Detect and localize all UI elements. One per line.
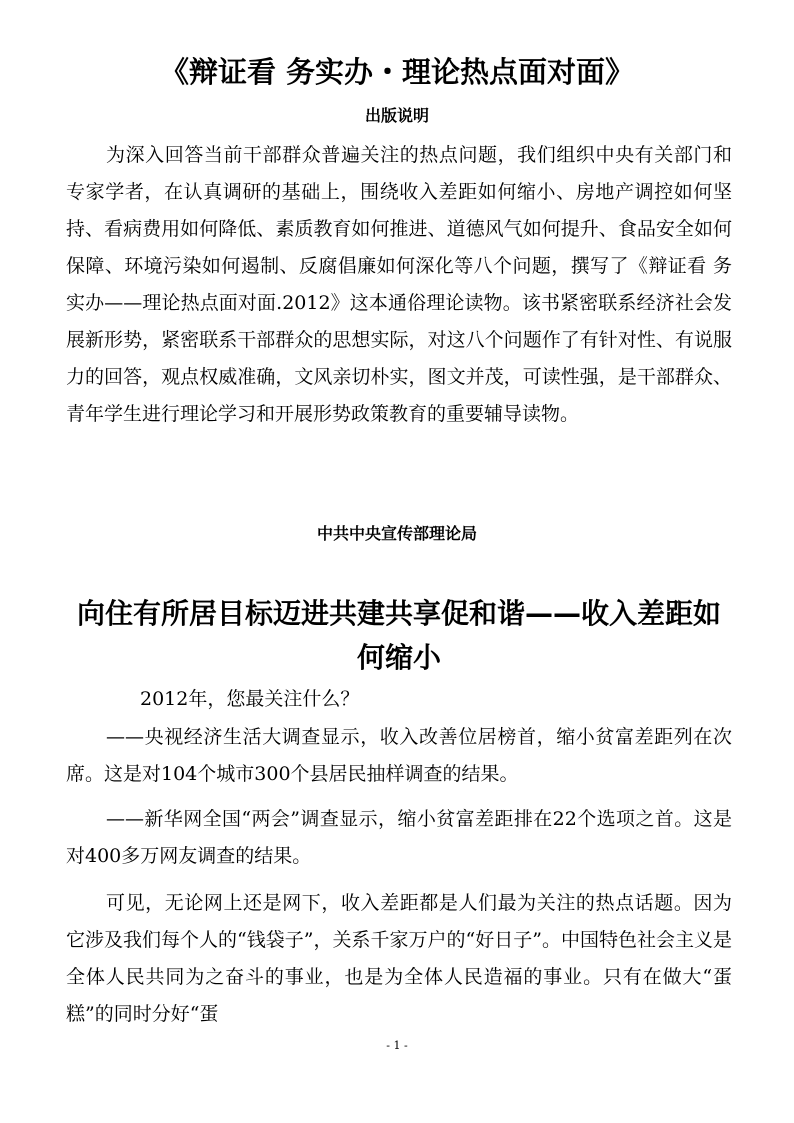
- survey-paragraph-2: ——新华网全国“两会”调查显示，缩小贫富差距排在22个选项之首。这是对400多万网友调查的结果。: [66, 808, 732, 867]
- document-title: 《辩证看 务实办・理论热点面对面》: [159, 55, 635, 89]
- publication-notice-heading: 出版说明: [364, 106, 429, 125]
- publication-notice-paragraph: 为深入回答当前干部群众普遍关注的热点问题，我们组织中央有关部门和专家学者，在认真调研的基础上，围绕收入差距如何缩小、房地产调控如何坚持、看病费用如何降低、素质教育如何推进、道德风气如何提升、食品安全如何保障、环境污染如何遏制、反腐倡廉如何深化等八个问题，撰写了《辩证看 务实办——理论热点面对面.2012》这本通俗理论读物。该书紧密联系经济社会发展新形势，紧密联系干部群众的思想实际，对这八个问题作了有针对性、有说服力的回答，观点权威准确，文风亲切朴实，图文并茂，可读性强，是干部群众、青年学生进行理论学习和开展形势政策教育的重要辅导读物。: [66, 144, 732, 425]
- publisher-signature: 中共中央宣传部理论局: [316, 524, 477, 543]
- page-number: - 1 -: [386, 1039, 408, 1052]
- survey-paragraph-1: ——央视经济生活大调查显示，收入改善位居榜首，缩小贫富差距列在次席。这是对104个城市300个县居民抽样调查的结果。: [66, 726, 732, 785]
- question-line: 2012年，您最关注什么？: [140, 688, 360, 710]
- section-title: 向住有所居目标迈进共建共享促和谐——收入差距如何缩小: [76, 597, 721, 674]
- body-paragraph-3: 可见，无论网上还是网下，收入差距都是人们最为关注的热点话题。因为它涉及我们每个人的“钱袋子”，关系千家万户的“好日子”。中国特色社会主义是全体人民共同为之奋斗的事业，也是为全体人民造福的事业。只有在做大“蛋糕”的同时分好“蛋: [66, 892, 732, 1025]
